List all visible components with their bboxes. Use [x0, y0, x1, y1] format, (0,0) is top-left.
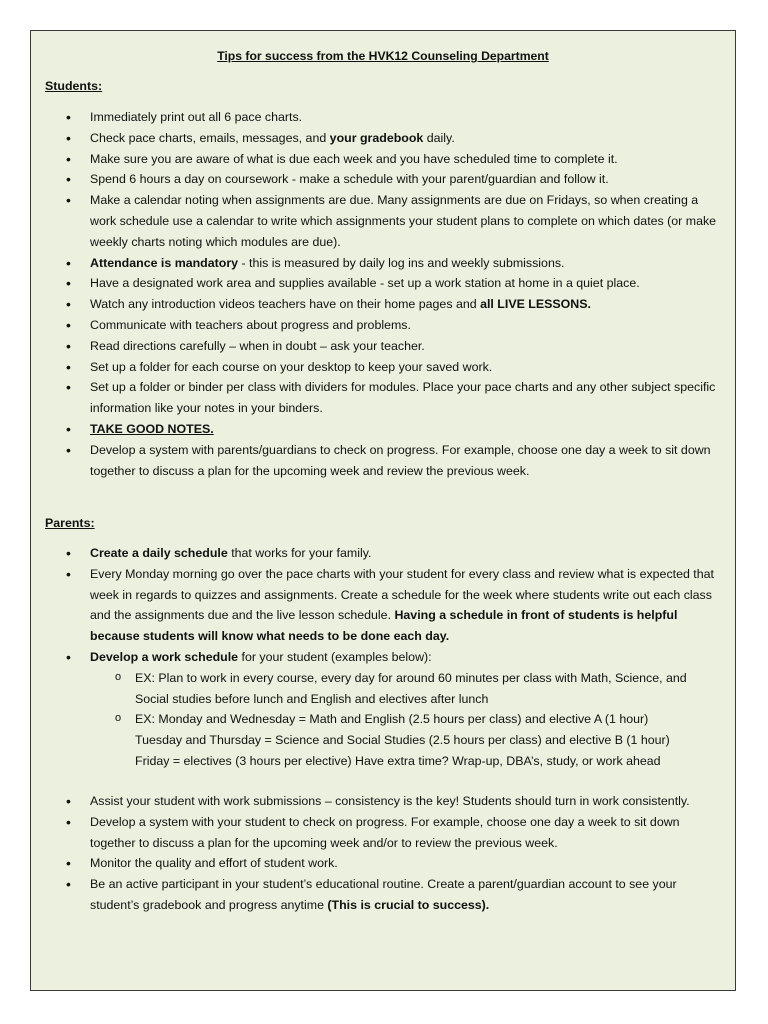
list-item: • Be an active participant in your student’s educational routine. Create a parent/guardian account to see your student’s gradebook and progress anytime (This is crucial to success).	[31, 874, 731, 916]
list-item: • Read directions carefully – when in doubt – ask your teacher.	[31, 336, 731, 357]
parents-heading: Parents:	[45, 516, 95, 530]
list-item: • Every Monday morning go over the pace charts with your student for every class and review what is expected that week in regards to quizzes and assignments. Create a schedule for the week where students write out each class and the assignments due and the live lesson schedule. Having a schedule in front of students is helpful because students will know what needs to be done each day.	[31, 564, 731, 647]
work-schedule-examples	[90, 668, 721, 772]
list-item: • Make sure you are aware of what is due each week and you have scheduled time to complete it.	[31, 149, 731, 170]
list-item: • Set up a folder for each course on your desktop to keep your saved work.	[31, 357, 731, 378]
list-item: • Attendance is mandatory - this is measured by daily log ins and weekly submissions.	[31, 253, 731, 274]
list-item: • Make a calendar noting when assignments are due. Many assignments are due on Fridays, so when creating a work schedule use a calendar to write which assignments your student plans to complete on which dates (or make weekly charts noting which modules are due).	[31, 190, 731, 252]
list-item: • Create a daily schedule that works for your family.	[31, 543, 731, 564]
parents-list	[31, 543, 731, 772]
list-item: • Spend 6 hours a day on coursework - make a schedule with your parent/guardian and follow it.	[31, 169, 731, 190]
sub-list-item: o EX: Monday and Wednesday = Math and English (2.5 hours per class) and elective A (1 hour) Tuesday and Thursday = Science and Social Studies (2.5 hours per class) and elective B (1 hour) Friday = electives (3 hours per elective) Have extra time? Wrap-up, DBA’s, study, or work ahead	[90, 709, 721, 771]
students-list	[31, 107, 731, 481]
list-item: • Have a designated work area and supplies available - set up a work station at home in a quiet place.	[31, 273, 731, 294]
list-item: • Assist your student with work submissions – consistency is the key! Students should turn in work consistently.	[31, 791, 731, 812]
list-item: • Watch any introduction videos teachers have on their home pages and all LIVE LESSONS.	[31, 294, 731, 315]
list-item: • Develop a system with your student to check on progress. For example, choose one day a week to sit down together to discuss a plan for the upcoming week and/or to review the previous week.	[31, 812, 731, 854]
list-item: • Communicate with teachers about progress and problems.	[31, 315, 731, 336]
parents-list-continued	[31, 791, 731, 916]
list-item: • TAKE GOOD NOTES.	[31, 419, 731, 440]
sub-list-item: o EX: Plan to work in every course, every day for around 60 minutes per class with Math, Science, and Social studies before lunch and English and electives after lunch	[90, 668, 721, 710]
list-item: • Set up a folder or binder per class with dividers for modules. Place your pace charts and any other subject specific information like your notes in your binders.	[31, 377, 731, 419]
list-item: • Monitor the quality and effort of student work.	[31, 853, 731, 874]
list-item: • Develop a work schedule for your student (examples below): o EX: Plan to work in every course, every day for around 60 minutes per class with Math, Science, and Social studies before lunch and English and electives after lunch o EX: Monday and Wednesday = Math and English (2.5 hours per class) and elective A (1 hour) Tuesday and Thursday = Science and Social Studies (2.5 hours per class) and elective B (1 hour) Friday = electives (3 hours per elective) Have extra time? Wrap-up, DBA’s, study, or work ahead	[31, 647, 731, 772]
students-heading: Students:	[45, 79, 103, 93]
document-title: Tips for success from the HVK12 Counseling Department	[217, 49, 549, 63]
document-page	[30, 30, 736, 991]
list-item: • Develop a system with parents/guardians to check on progress. For example, choose one day a week to sit down together to discuss a plan for the upcoming week and review the previous week.	[31, 440, 731, 482]
list-item: • Immediately print out all 6 pace charts.	[31, 107, 731, 128]
list-item: • Check pace charts, emails, messages, and your gradebook daily.	[31, 128, 731, 149]
